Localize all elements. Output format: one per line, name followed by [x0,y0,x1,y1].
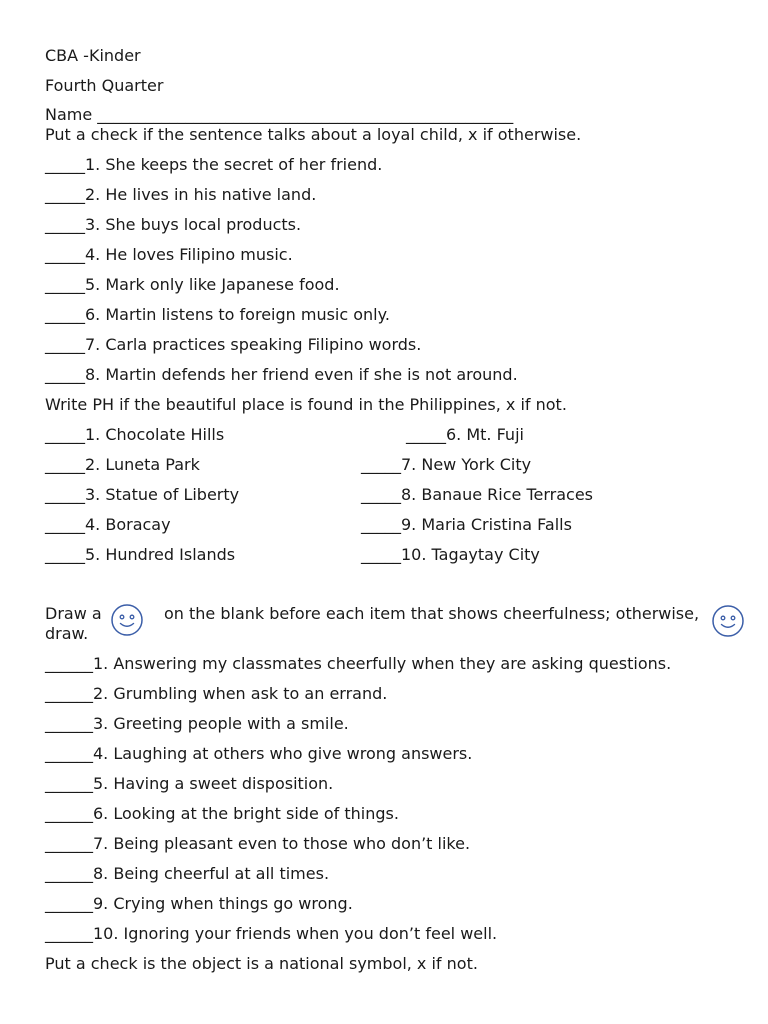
section3-item-2: ______2. Grumbling when ask to an errand. [45,684,388,703]
section2-right-item-7: _____7. New York City [361,455,532,474]
section1-item-6: _____6. Martin listens to foreign music only. [45,305,390,324]
section2-right-item-10: _____10. Tagaytay City [361,545,540,564]
section2-left-item-1: _____1. Chocolate Hills [45,425,225,444]
school-title: CBA -Kinder [45,46,141,65]
section3-item-10: ______10. Ignoring your friends when you don’t feel well. [45,924,498,943]
section3-instruction-end: draw. [45,624,89,643]
section4-instruction: Put a check is the object is a national symbol, x if not. [45,954,478,973]
section2-right-item-8: _____8. Banaue Rice Terraces [361,485,593,504]
section3-item-9: ______9. Crying when things go wrong. [45,894,353,913]
section1-item-2: _____2. He lives in his native land. [45,185,317,204]
section3-item-5: ______5. Having a sweet disposition. [45,774,334,793]
section2-right-item-9: _____9. Maria Cristina Falls [361,515,572,534]
section1-item-1: _____1. She keeps the secret of her friend. [45,155,383,174]
section3-item-1: ______1. Answering my classmates cheerfully when they are asking questions. [45,654,672,673]
section1-instruction: Put a check if the sentence talks about a loyal child, x if otherwise. [45,125,582,144]
section3-instruction-middle: on the blank before each item that shows cheerfulness; otherwise, [164,604,700,623]
section2-instruction: Write PH if the beautiful place is found in the Philippines, x if not. [45,395,567,414]
section1-item-5: _____5. Mark only like Japanese food. [45,275,340,294]
section2-right-item-6: _____6. Mt. Fuji [406,425,524,444]
quarter-title: Fourth Quarter [45,76,164,95]
section1-item-3: _____3. She buys local products. [45,215,302,234]
smiley-face-icon [110,603,144,637]
section3-item-8: ______8. Being cheerful at all times. [45,864,330,883]
section2-left-item-4: _____4. Boracay [45,515,171,534]
section1-item-7: _____7. Carla practices speaking Filipino words. [45,335,422,354]
name-line: Name ____________________________________________________ [45,105,514,124]
section3-item-7: ______7. Being pleasant even to those who don’t like. [45,834,471,853]
smiley-face-icon [711,604,745,638]
section3-instruction-start: Draw a [45,604,102,623]
section1-item-4: _____4. He loves Filipino music. [45,245,293,264]
section3-item-6: ______6. Looking at the bright side of things. [45,804,399,823]
section2-left-item-5: _____5. Hundred Islands [45,545,236,564]
section2-left-item-3: _____3. Statue of Liberty [45,485,240,504]
section3-item-4: ______4. Laughing at others who give wrong answers. [45,744,473,763]
section2-left-item-2: _____2. Luneta Park [45,455,200,474]
section3-item-3: ______3. Greeting people with a smile. [45,714,349,733]
section1-item-8: _____8. Martin defends her friend even if she is not around. [45,365,518,384]
